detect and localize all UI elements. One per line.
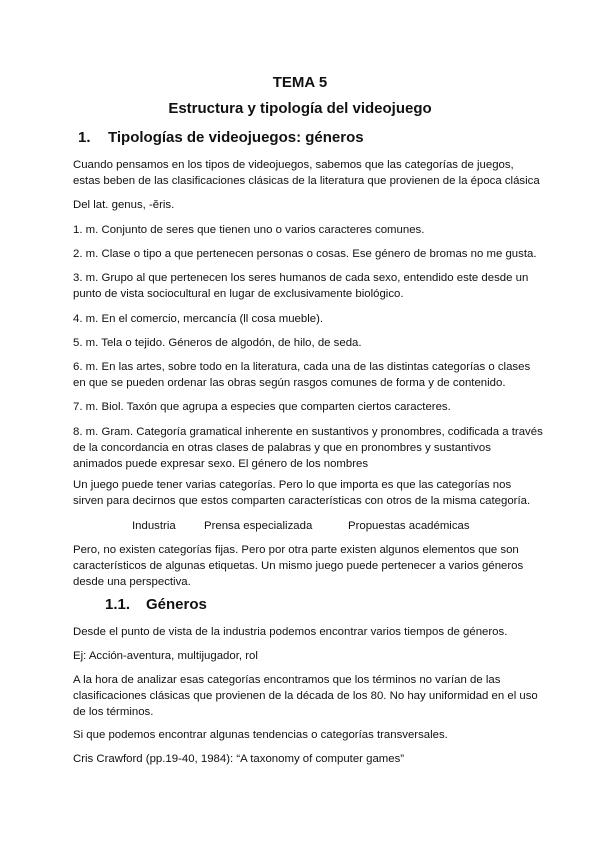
- definition-4: 4. m. En el comercio, mercancía (ll cosa mueble).: [73, 313, 324, 325]
- definition-5: 5. m. Tela o tejido. Géneros de algodón, de hilo, de seda.: [73, 337, 362, 349]
- category-academicas: Propuestas académicas: [348, 520, 470, 532]
- paragraph-pero: Pero, no existen categorías fijas. Pero por otra parte existen algunos elementos que son característicos de algunas etiquetas. Un mismo juego puede pertenecer a varios géneros desde una perspectiva.: [73, 544, 524, 588]
- category-prensa: Prensa especializada: [204, 520, 313, 532]
- section-1-heading: Tipologías de videojuegos: géneros: [108, 129, 364, 146]
- definition-8: 8. m. Gram. Categoría gramatical inherente en sustantivos y pronombres, codificada a través de la concordancia en otras clases de palabras y que en pronombres y sustantivos animados puede expresar sexo. El género de los nombres: [73, 426, 543, 470]
- paragraph-tendencias: Si que podemos encontrar algunas tendencias o categorías transversales.: [73, 729, 448, 741]
- intro-paragraph: Cuando pensamos en los tipos de videojuegos, sabemos que las categorías de juegos, estas beben de las clasificaciones clásicas de la literatura que provienen de la época clásica: [73, 159, 540, 187]
- category-industria: Industria: [132, 520, 176, 532]
- section-1-number: 1.: [78, 129, 91, 146]
- section-1-1-number: 1.1.: [105, 596, 131, 613]
- definition-2: 2. m. Clase o tipo a que pertenecen personas o cosas. Ese género de bromas no me gusta.: [73, 248, 537, 260]
- section-1-1-heading: Géneros: [146, 596, 207, 613]
- paragraph-crawford: Cris Crawford (pp.19-40, 1984): “A taxonomy of computer games”: [73, 753, 405, 765]
- definition-1: 1. m. Conjunto de seres que tienen uno o varios caracteres comunes.: [73, 224, 425, 236]
- paragraph-analizar: A la hora de analizar esas categorías encontramos que los términos no varían de las clasificaciones clásicas que provienen de la década de los 80. No hay uniformidad en el uso de los términos.: [73, 674, 538, 718]
- etymology-line: Del lat. genus, -ĕris.: [73, 199, 175, 211]
- document-title: TEMA 5: [272, 74, 328, 91]
- paragraph-industria: Desde el punto de vista de la industria podemos encontrar varios tiempos de géneros.: [73, 626, 508, 638]
- definition-3: 3. m. Grupo al que pertenecen los seres humanos de cada sexo, entendido este desde un punto de vista sociocultural en lugar de exclusivamente biológico.: [73, 272, 529, 300]
- paragraph-juego: Un juego puede tener varias categorías. Pero lo que importa es que las categorías nos sirven para decirnos que estos comparten características con otros de la misma categoría.: [73, 479, 531, 507]
- definition-6: 6. m. En las artes, sobre todo en la literatura, cada una de las distintas categorías o clases en que se pueden ordenar las obras según rasgos comunes de forma y de contenido.: [73, 361, 531, 389]
- document-subtitle: Estructura y tipología del videojuego: [168, 100, 432, 117]
- definition-7: 7. m. Biol. Taxón que agrupa a especies que comparten ciertos caracteres.: [73, 401, 451, 413]
- paragraph-ejemplo: Ej: Acción-aventura, multijugador, rol: [73, 650, 258, 662]
